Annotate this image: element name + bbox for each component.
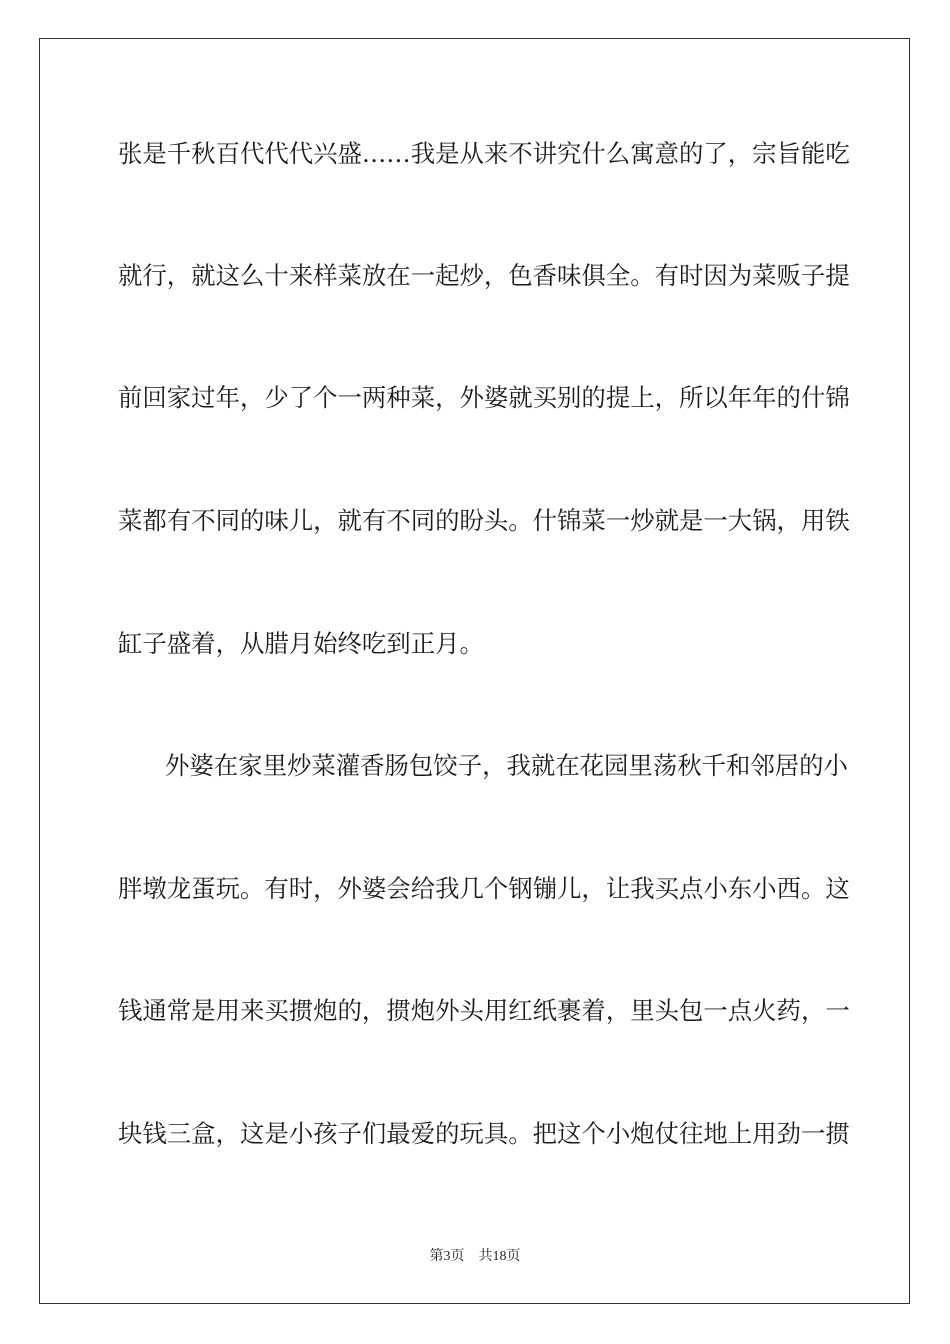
- page-number: 第3页: [429, 1249, 465, 1264]
- text-line-8: 钱通常是用来买掼炮的，掼炮外头用红纸裹着，里头包一点火药，一: [118, 996, 850, 1025]
- text-line-4: 菜都有不同的味儿，就有不同的盼头。什锦菜一炒就是一大锅，用铁: [118, 506, 850, 535]
- page-total: 共18页: [478, 1249, 521, 1264]
- text-line-3: 前回家过年，少了个一两种菜，外婆就买别的提上，所以年年的什锦: [118, 383, 850, 412]
- text-line-7: 胖墩龙蛋玩。有时，外婆会给我几个钢镚儿，让我买点小东小西。这: [118, 874, 850, 903]
- text-line-6: 外婆在家里炒菜灌香肠包饺子，我就在花园里荡秋千和邻居的小: [165, 751, 848, 780]
- text-line-5: 缸子盛着，从腊月始终吃到正月。: [118, 629, 484, 658]
- text-line-2: 就行，就这么十来样菜放在一起炒，色香味俱全。有时因为菜贩子提: [118, 261, 850, 290]
- text-line-1: 张是千秋百代代代兴盛……我是从来不讲究什么寓意的了，宗旨能吃: [118, 139, 850, 168]
- text-line-9: 块钱三盒，这是小孩子们最爱的玩具。把这个小炮仗往地上用劲一掼: [118, 1119, 850, 1148]
- page-footer: [0, 1248, 950, 1266]
